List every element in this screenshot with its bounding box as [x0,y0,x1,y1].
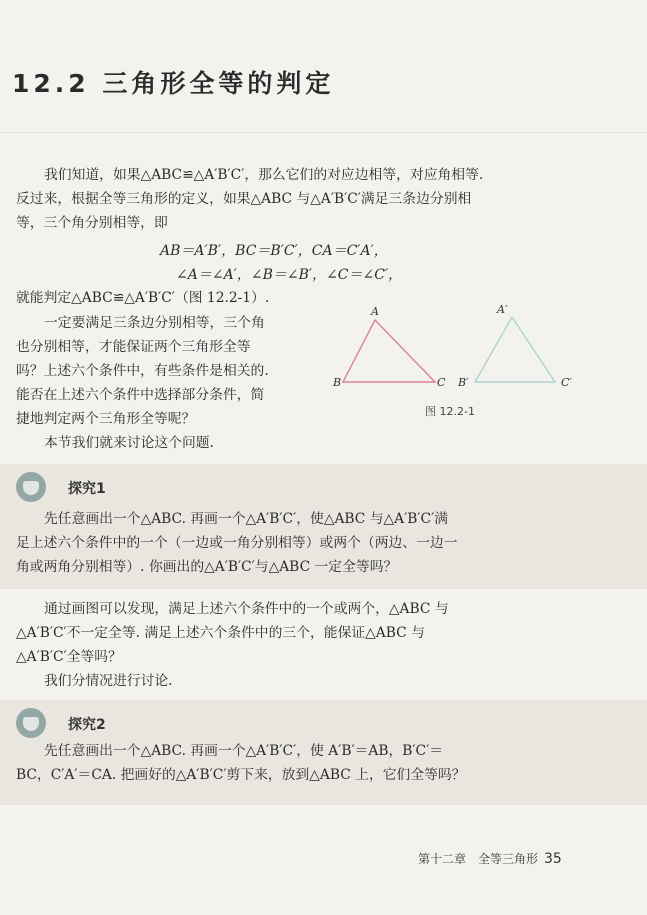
explore-1-line-3: 角或两角分别相等）. 你画出的△A′B′C′与△ABC 一定全等吗？ [16,559,398,575]
triangle-a1b1c1 [475,317,555,382]
label-c-prime: C′ [561,376,572,389]
explore-icon [16,472,46,502]
formula-angles: ∠A＝∠A′，∠B＝∠B′，∠C＝∠C′， [176,267,403,283]
explore-icon [16,708,46,738]
question-line-2: 也分别相等，才能保证两个三角形全等 [16,339,251,355]
figure-caption: 图 12.2-1 [425,405,475,418]
question-line-1: 一定要满足三条边分别相等，三个角 [44,315,265,331]
explore-1-label: 探究1 [68,481,106,497]
label-c: C [437,376,446,389]
explore-2-label: 探究2 [68,717,106,733]
title-divider [0,132,647,133]
page-title: 12.2 三角形全等的判定 [12,69,335,98]
intro-line-1: 我们知道，如果△ABC≌△A′B′C′，那么它们的对应边相等，对应角相等. [44,167,484,183]
explore-1-box [0,464,647,589]
triangles-diagram [325,300,595,400]
discussion-line-3: △A′B′C′全等吗？ [16,649,122,665]
explore-2-box [0,700,647,805]
question-line-5: 捷地判定两个三角形全等呢？ [16,411,196,427]
label-b: B [333,376,342,389]
explore-2-line-1: 先任意画出一个△ABC. 再画一个△A′B′C′，使 A′B′＝AB，B′C′＝ [44,743,444,759]
question-line-6: 本节我们就来讨论这个问题. [44,435,214,451]
intro-line-3: 等，三个角分别相等，即 [16,215,168,231]
triangle-abc [343,320,435,382]
formula-sides: AB＝A′B′，BC＝B′C′，CA＝C′A′， [160,243,388,259]
page-footer [418,850,562,867]
intro-line-4: 就能判定△ABC≌△A′B′C′（图 12.2-1）. [16,290,270,306]
page-number: 35 [544,851,562,867]
question-line-3: 吗？上述六个条件中，有些条件是相关的. [16,363,269,379]
label-b-prime: B′ [458,376,469,389]
explore-1-line-2: 足上述六个条件中的一个（一边或一角分别相等）或两个（两边、一边一 [16,535,458,551]
label-a: A [371,305,379,318]
explore-2-line-2: BC，C′A′＝CA. 把画好的△A′B′C′剪下来，放到△ABC 上，它们全等吗？ [16,767,466,783]
discussion-line-1: 通过画图可以发现，满足上述六个条件中的一个或两个，△ABC 与 [44,601,449,617]
intro-line-2: 反过来，根据全等三角形的定义，如果△ABC 与△A′B′C′满足三条边分别相 [16,191,472,207]
label-a-prime: A′ [497,303,508,316]
figure-12-2-1 [325,300,595,428]
explore-1-line-1: 先任意画出一个△ABC. 再画一个△A′B′C′，使△ABC 与△A′B′C′满 [44,511,449,527]
question-line-4: 能否在上述六个条件中选择部分条件，简 [16,387,265,403]
discussion-line-4: 我们分情况进行讨论. [44,673,173,689]
discussion-line-2: △A′B′C′不一定全等. 满足上述六个条件中的三个，能保证△ABC 与 [16,625,425,641]
chapter-title: 第十二章 全等三角形 [418,852,539,866]
